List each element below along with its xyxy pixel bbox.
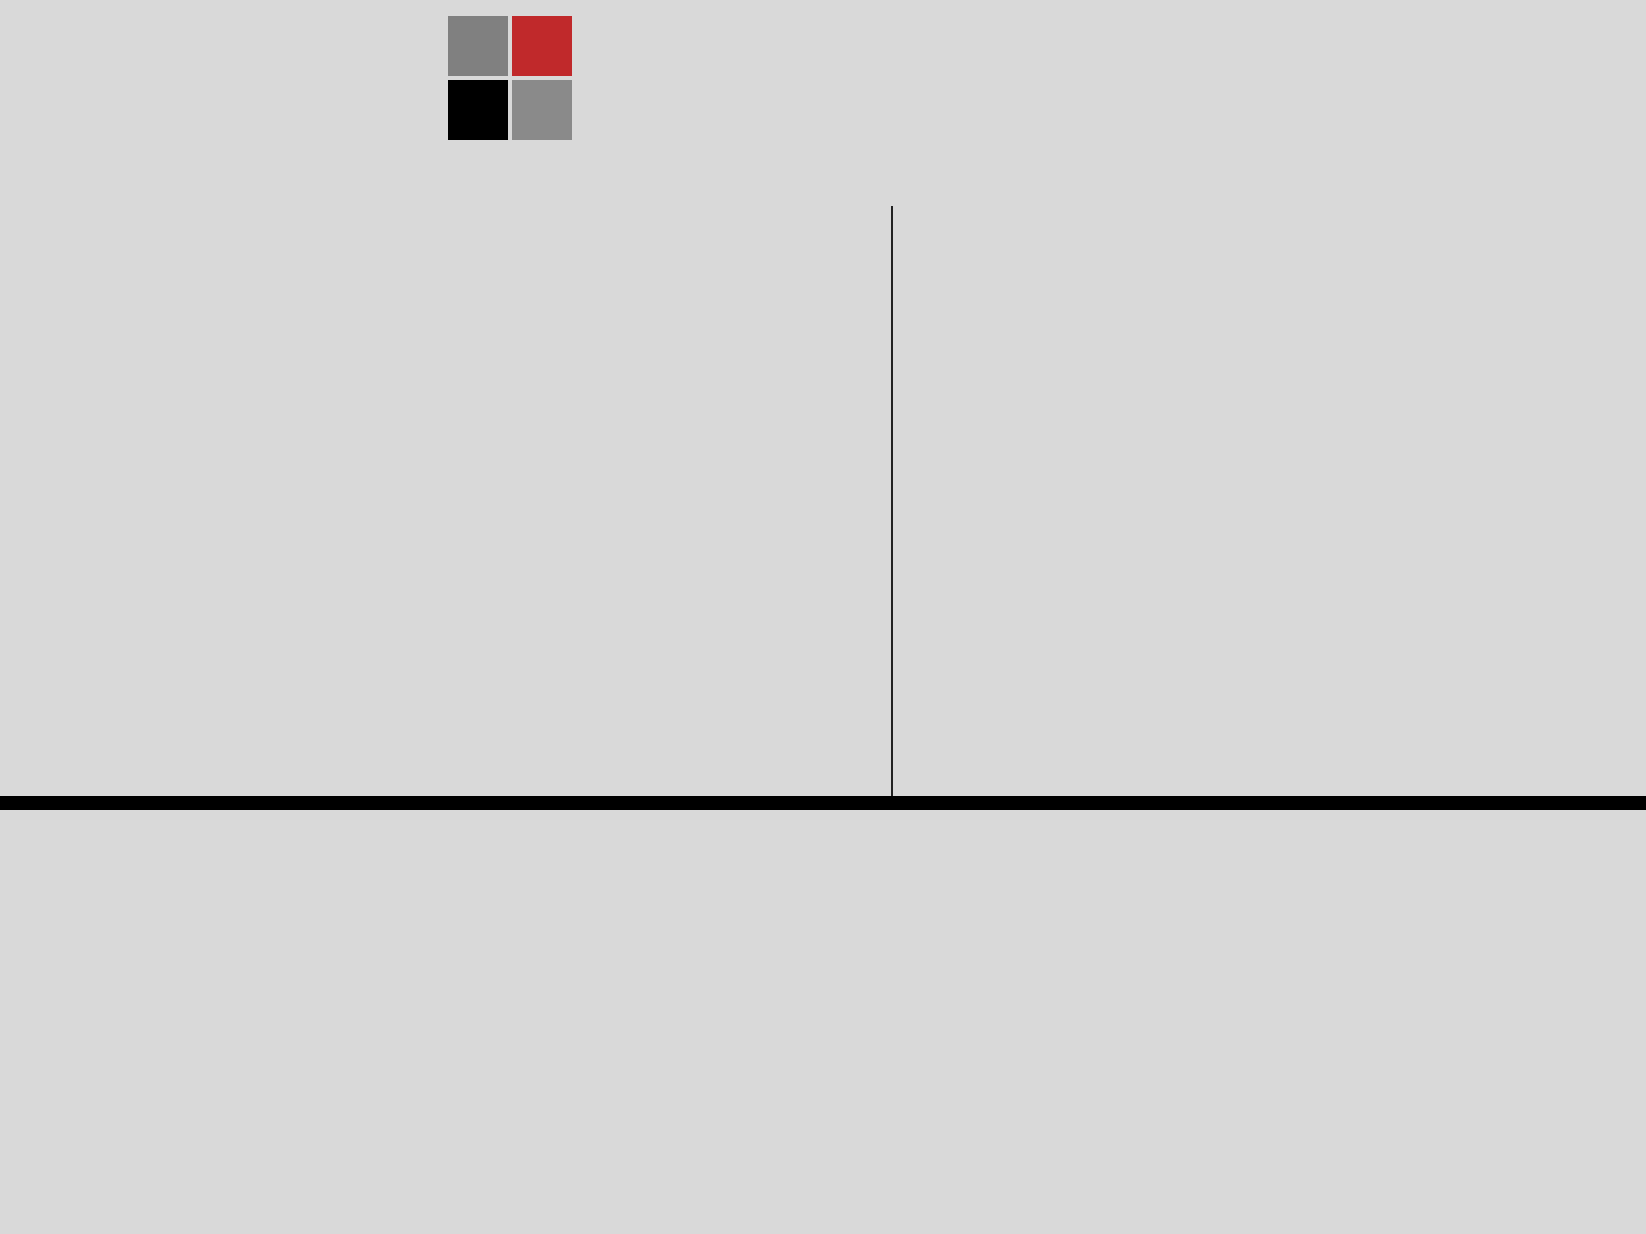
wcar-logo <box>448 16 918 144</box>
report-header <box>0 0 1646 206</box>
period-separator <box>891 206 893 796</box>
logo-gray-square-icon <box>448 16 508 76</box>
logo-red-square-icon <box>512 16 572 76</box>
logo-gray-square-icon <box>512 80 572 140</box>
section-divider <box>0 796 1646 810</box>
logo-black-square-icon <box>448 80 508 140</box>
